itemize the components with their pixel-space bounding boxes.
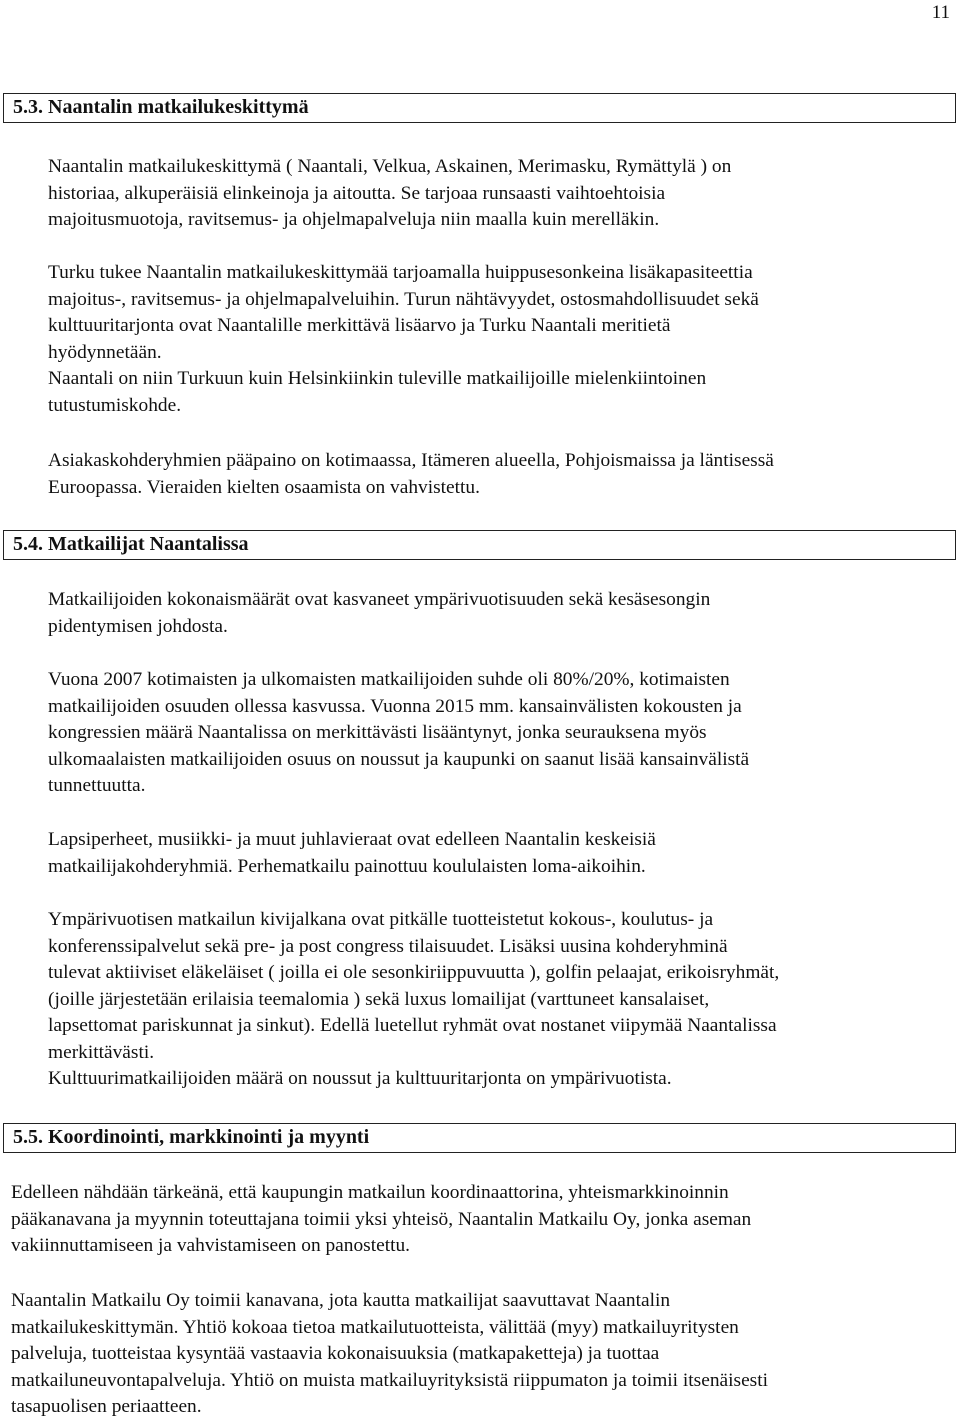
text-line: pääkanavana ja myynnin toteuttajana toimii yksi yhteisö, Naantalin Matkailu Oy, jonka aseman	[11, 1208, 752, 1230]
text-line: tutustumiskohde.	[48, 394, 182, 416]
text-line: tasapuolisen periaatteen.	[11, 1396, 202, 1417]
text-line: Naantalin matkailukeskittymä ( Naantali, Velkua, Askainen, Merimasku, Rymättylä ) on	[48, 156, 732, 177]
text-line: Turku tukee Naantalin matkailukeskittymää tarjoamalla huippusesonkeina lisäkapasiteettia	[48, 262, 753, 283]
text-line: Naantalin Matkailu Oy toimii kanavana, jota kautta matkailijat saavuttavat Naantalin	[11, 1290, 671, 1311]
text-line: Lapsiperheet, musiikki- ja muut juhlavieraat ovat edelleen Naantalin keskeisiä	[48, 829, 656, 850]
text-line: palveluja, tuotteistaa kysyntää vastaavia kokonaisuuksia (matkapaketteja) ja tuottaa	[11, 1343, 660, 1364]
text-line: matkailukeskittymän. Yhtiö kokoaa tietoa matkailutuotteista, välittää (myy) matkailuyritysten	[11, 1316, 739, 1338]
text-line: Naantali on niin Turkuun kuin Helsinkiinkin tuleville matkailijoille mielenkiintoinen	[48, 368, 707, 389]
section-heading-5-4: 5.4. Matkailijat Naantalissa	[3, 530, 956, 560]
text-line: majoitusmuotoja, ravitsemus- ja ohjelmapalveluja niin maalla kuin merelläkin.	[48, 209, 660, 230]
text-line: lapsettomat pariskunnat ja sinkut). Edellä luetellut ryhmät ovat nostanet viipymää Naantalissa	[48, 1015, 777, 1036]
text-line: Matkailijoiden kokonaismäärät ovat kasvaneet ympärivuotisuuden sekä kesäsesongin	[48, 589, 711, 610]
paragraph	[48, 907, 779, 1093]
paragraph	[48, 154, 731, 234]
section-heading-5-3: 5.3. Naantalin matkailukeskittymä	[3, 93, 956, 123]
text-line: pidentymisen johdosta.	[48, 615, 228, 637]
text-line: Edelleen nähdään tärkeänä, että kaupungin matkailun koordinaattorina, yhteismarkkinoinnin	[11, 1182, 729, 1203]
paragraph	[48, 587, 710, 640]
paragraph	[11, 1180, 751, 1260]
text-line: konferenssipalvelut sekä pre- ja post congress tilaisuudet. Lisäksi uusina kohderyhminä	[48, 935, 728, 957]
text-line: hyödynnetään.	[48, 341, 162, 363]
paragraph	[48, 667, 749, 800]
text-line: Kulttuurimatkailijoiden määrä on noussut ja kulttuuritarjonta on ympärivuotista.	[48, 1068, 672, 1089]
text-line: vakiinnuttamiseen ja vahvistamiseen on panostettu.	[11, 1235, 411, 1256]
text-line: Vuona 2007 kotimaisten ja ulkomaisten matkailijoiden suhde oli 80%/20%, kotimaisten	[48, 669, 730, 690]
paragraph	[11, 1288, 768, 1421]
section-heading-5-5: 5.5. Koordinointi, markkinointi ja myynti	[3, 1123, 956, 1153]
text-line: tunnettuutta.	[48, 775, 146, 796]
text-line: Euroopassa. Vieraiden kielten osaamista on vahvistettu.	[48, 476, 480, 498]
text-line: historiaa, alkuperäisiä elinkeinoja ja aitoutta. Se tarjoaa runsaasti vaihtoehtoisia	[48, 182, 666, 204]
paragraph	[48, 448, 774, 501]
text-line: merkittävästi.	[48, 1041, 155, 1063]
text-line: kulttuuritarjonta ovat Naantalille merkittävä lisäarvo ja Turku Naantali meritietä	[48, 315, 671, 336]
text-line: Asiakaskohderyhmien pääpaino on kotimaassa, Itämeren alueella, Pohjoismaissa ja läntisessä	[48, 450, 774, 471]
paragraph	[48, 260, 759, 419]
paragraph	[48, 827, 656, 880]
text-line: majoitus-, ravitsemus- ja ohjelmapalveluihin. Turun nähtävyydet, ostosmahdollisuudet sekä	[48, 288, 759, 310]
text-line: matkailuneuvontapalveluja. Yhtiö on muista matkailuyrityksistä riippumaton ja toimii itsenäisesti	[11, 1369, 769, 1391]
text-line: Ympärivuotisen matkailun kivijalkana ovat pitkälle tuotteistetut kokous-, koulutus- ja	[48, 909, 714, 930]
page-number: 11	[931, 2, 950, 23]
text-line: ulkomaalaisten matkailijoiden osuus on noussut ja kaupunki on saanut lisää kansainvälistä	[48, 748, 750, 770]
text-line: matkailijakohderyhmiä. Perhematkailu painottuu koululaisten loma-aikoihin.	[48, 855, 646, 877]
text-line: matkailijoiden osuuden ollessa kasvussa. Vuonna 2015 mm. kansainvälisten kokousten ja	[48, 695, 742, 717]
text-line: kongressien määrä Naantalissa on merkittävästi lisääntynyt, jonka seurauksena myös	[48, 722, 707, 743]
text-line: tulevat aktiiviset eläkeläiset ( joilla ei ole sesonkiriippuvuutta ), golfin pelaajat, erikoisryhmät,	[48, 962, 780, 983]
text-line: (joille järjestetään erilaisia teemalomia ) sekä luxus lomailijat (varttuneet kansalaiset,	[48, 988, 710, 1010]
